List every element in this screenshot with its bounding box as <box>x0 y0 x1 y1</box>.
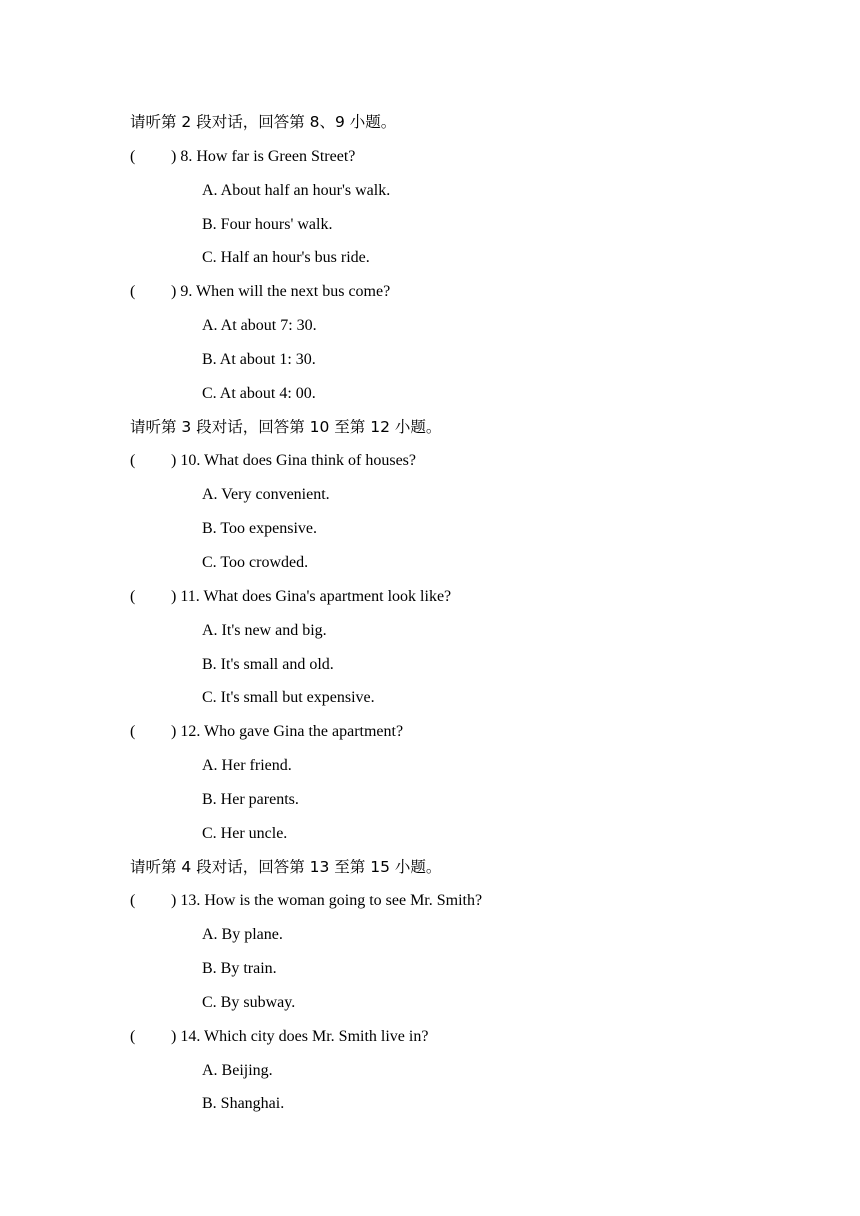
question-text: ) 8. How far is Green Street? <box>171 147 356 165</box>
option-b: B. Too expensive. <box>202 520 318 538</box>
answer-blank[interactable]: ( <box>130 452 136 470</box>
document-page <box>0 106 860 1121</box>
option-a: A. It's new and big. <box>202 621 327 639</box>
option-a: A. By plane. <box>202 926 283 944</box>
question-text: ) 10. What does Gina think of houses? <box>171 452 416 470</box>
question-13 <box>0 884 860 918</box>
option-b: B. By train. <box>202 960 277 978</box>
question-10 <box>0 444 860 478</box>
option-b: B. Shanghai. <box>202 1095 285 1113</box>
option-b: B. It's small and old. <box>202 655 334 673</box>
question-text: ) 9. When will the next bus come? <box>171 283 391 301</box>
question-text: ) 11. What does Gina's apartment look like? <box>171 587 452 605</box>
question-12 <box>0 715 860 749</box>
question-11 <box>0 580 860 614</box>
question-text: ) 13. How is the woman going to see Mr. Smith? <box>171 892 483 910</box>
option-c: C. Her uncle. <box>202 824 288 842</box>
option-b: B. Four hours' walk. <box>202 215 333 233</box>
option-a: A. Beijing. <box>202 1061 273 1079</box>
option-a: A. Her friend. <box>202 757 292 775</box>
option-c: C. It's small but expensive. <box>202 689 375 707</box>
answer-blank[interactable]: ( <box>130 1027 136 1045</box>
question-8 <box>0 140 860 174</box>
option-a: A. At about 7: 30. <box>202 317 317 335</box>
question-14 <box>0 1020 860 1054</box>
option-c: C. At about 4: 00. <box>202 384 316 402</box>
question-text: ) 12. Who gave Gina the apartment? <box>171 723 404 741</box>
answer-blank[interactable]: ( <box>130 147 136 165</box>
question-text: ) 14. Which city does Mr. Smith live in? <box>171 1027 429 1045</box>
section-header: 请听第 4 段对话，回答第 13 至第 15 小题。 <box>130 857 442 876</box>
option-b: B. Her parents. <box>202 790 299 808</box>
answer-blank[interactable]: ( <box>130 723 136 741</box>
question-9 <box>0 275 860 309</box>
option-c: C. Too crowded. <box>202 553 309 571</box>
option-c: C. Half an hour's bus ride. <box>202 249 370 267</box>
answer-blank[interactable]: ( <box>130 283 136 301</box>
section-header: 请听第 2 段对话，回答第 8、9 小题。 <box>130 113 397 131</box>
option-b: B. At about 1: 30. <box>202 350 316 368</box>
option-a: A. About half an hour's walk. <box>202 181 391 199</box>
option-c: C. By subway. <box>202 993 296 1011</box>
section-header: 请听第 3 段对话，回答第 10 至第 12 小题。 <box>130 417 442 436</box>
answer-blank[interactable]: ( <box>130 892 136 910</box>
option-a: A. Very convenient. <box>202 486 330 504</box>
answer-blank[interactable]: ( <box>130 587 136 605</box>
